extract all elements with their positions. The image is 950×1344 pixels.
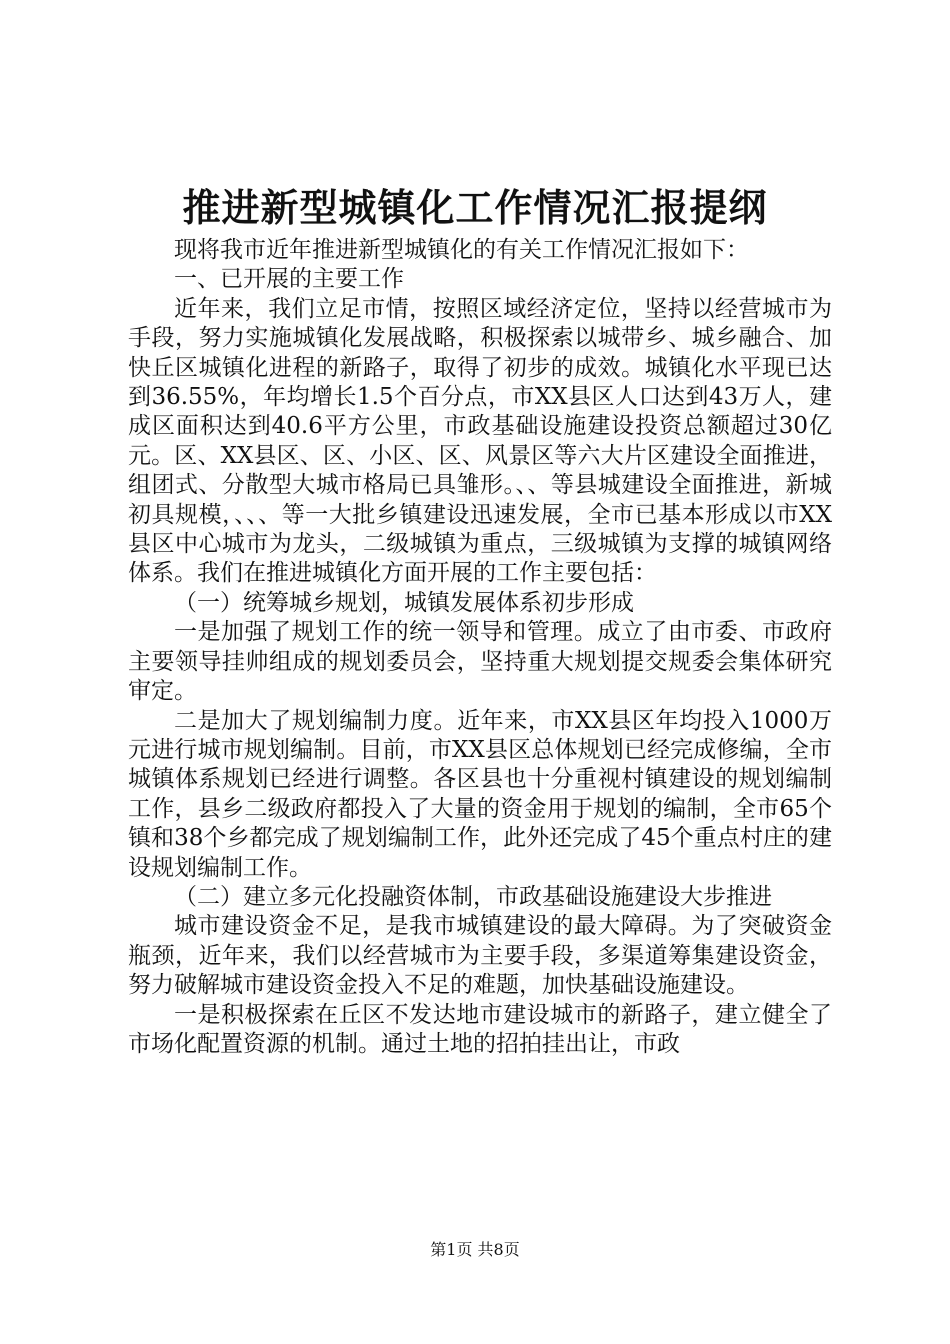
paragraph-overview: 近年来，我们立足市情，按照区域经济定位，坚持以经营城市为手段，努力实施城镇化发展战略，积极探索以城带乡、城乡融合、加快丘区城镇化进程的新路子，取得了初步的成效。城镇化水平现已达到36.55%，年均增长1.5个百分点，市XX县区人口达到43万人，建成区面积达到40.6平方公里，市政基础设施建设投资总额超过30亿元。区、XX县区、区、小区、区、风景区等六大片区建设全面推进，组团式、分散型大城市格局已具雏形。、、等县城建设全面推进，新城初具规模，、、、等一大批乡镇建设迅速发展，全市已基本形成以市XX县区中心城市为龙头，二级城镇为重点，三级城镇为支撑的城镇网络体系。我们在推进城镇化方面开展的工作主要包括： (128, 295, 832, 587)
intro-paragraph: 现将我市近年推进新型城镇化的有关工作情况汇报如下： (174, 237, 749, 263)
paragraph-market-mechanism: 一是积极探索在丘区不发达地市建设城市的新路子，建立健全了市场化配置资源的机制。通过土地的招拍挂出让，市政 (128, 1001, 832, 1057)
section-heading-1: 一、已开展的主要工作 (174, 266, 404, 293)
subsection-heading-2: （二）建立多元化投融资体制，市政基础设施建设大步推进 (174, 883, 772, 910)
subsection-heading-1: （一）统筹城乡规划，城镇发展体系初步形成 (174, 589, 634, 616)
page-footer: 第1页 共8页 (430, 1240, 520, 1259)
document-title: 推进新型城镇化工作情况汇报提纲 (182, 185, 768, 230)
paragraph-planning-compilation: 二是加大了规划编制力度。近年来，市XX县区年均投入1000万元进行城市规划编制。目前，市XX县区总体规划已经完成修编，全市城镇体系规划已经进行调整。各区县也十分重视村镇建设的规划编制工作，县乡二级政府都投入了大量的资金用于规划的编制，全市65个镇和38个乡都完成了规划编制工作，此外还完成了45个重点村庄的建设规划编制工作。 (128, 707, 832, 881)
paragraph-planning-leadership: 一是加强了规划工作的统一领导和管理。成立了由市委、市政府主要领导挂帅组成的规划委员会，坚持重大规划提交规委会集体研究审定。 (128, 619, 832, 705)
paragraph-funding: 城市建设资金不足，是我市城镇建设的最大障碍。为了突破资金瓶颈，近年来，我们以经营城市为主要手段，多渠道筹集建设资金，努力破解城市建设资金投入不足的难题，加快基础设施建设。 (128, 913, 832, 999)
document-body (128, 236, 832, 1059)
